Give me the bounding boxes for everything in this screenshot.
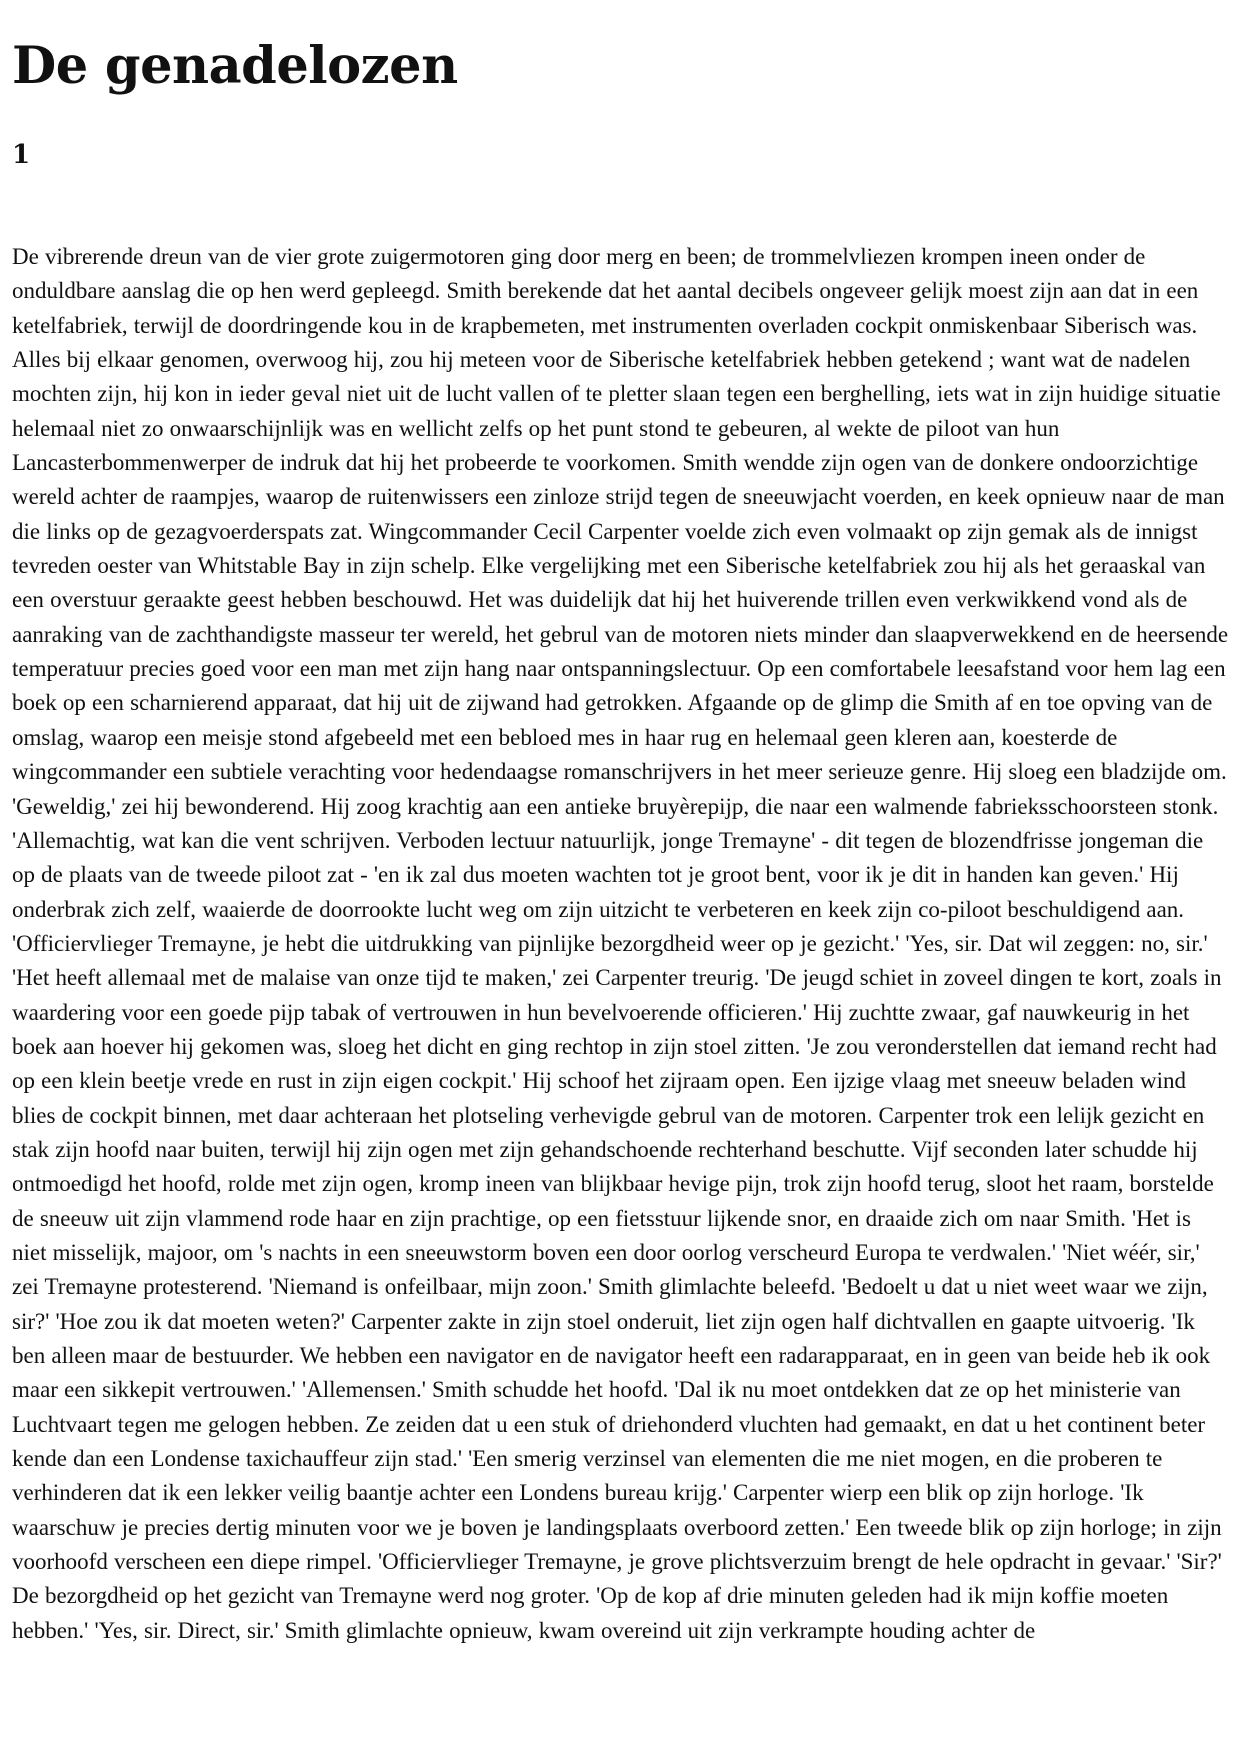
body-paragraph: De vibrerende dreun van de vier grote zuigermotoren ging door merg en been; de trommelvliezen krompen ineen onder de onduldbare aanslag die op hen werd gepleegd. Smith berekende dat het aantal decibels ongeveer gelijk moest zijn aan dat in een ketelfabriek, terwijl de doordringende kou in de krapbemeten, met instrumenten overladen cockpit onmiskenbaar Siberisch was. Alles bij elkaar genomen, overwoog hij, zou hij meteen voor de Siberische ketelfabriek hebben getekend ; want wat de nadelen mochten zijn, hij kon in ieder geval niet uit de lucht vallen of te pletter slaan tegen een berghelling, iets wat in zijn huidige situatie helemaal niet zo onwaarschijnlijk was en wellicht zelfs op het punt stond te gebeuren, al wekte de piloot van hun Lancasterbommenwerper de indruk dat hij het probeerde te voorkomen. Smith wendde zijn ogen van de donkere ondoorzichtige wereld achter de raampjes, waarop de ruitenwissers een zinloze strijd tegen de sneeuwjacht voerden, en keek opnieuw naar de man die links op de gezagvoerderspats zat. Wingcommander Cecil Carpenter voelde zich even volmaakt op zijn gemak als de innigst tevreden oester van Whitstable Bay in zijn schelp. Elke vergelijking met een Siberische ketelfabriek zou hij als het geraaskal van een overstuur geraakte geest hebben beschouwd. Het was duidelijk dat hij het huiverende trillen even verkwikkend vond als de aanraking van de zachthandigste masseur ter wereld, het gebrul van de motoren niets minder dan slaapverwekkend en de heersende temperatuur precies goed voor een man met zijn hang naar ontspanningslectuur. Op een comfortabele leesafstand voor hem lag een boek op een scharnierend apparaat, dat hij uit de zijwand had getrokken. Afgaande op de glimp die Smith af en toe opving van de omslag, waarop een meisje stond afgebeeld met een bebloed mes in haar rug en helemaal geen kleren aan, koesterde de wingcommander een subtiele verachting voor hedendaagse romanschrijvers in het meer serieuze genre. Hij sloeg een bladzijde om. 'Geweldig,' zei hij bewonderend. Hij zoog krachtig aan een antieke bruyèrepijp, die naar een walmende fabrieksschoorsteen stonk. 'Allemachtig, wat kan die vent schrijven. Verboden lectuur natuurlijk, jonge Tremayne' - dit tegen de blozendfrisse jongeman die op de plaats van de tweede piloot zat - 'en ik zal dus moeten wachten tot je groot bent, voor ik je dit in handen kan geven.' Hij onderbrak zich zelf, waaierde de doorrookte lucht weg om zijn uitzicht te verbeteren en keek zijn co-piloot beschuldigend aan. 'Officiervlieger Tremayne, je hebt die uitdrukking van pijnlijke bezorgdheid weer op je gezicht.' 'Yes, sir. Dat wil zeggen: no, sir.' 'Het heeft allemaal met de malaise van onze tijd te maken,' zei Carpenter treurig. 'De jeugd schiet in zoveel dingen te kort, zoals in waardering voor een goede pijp tabak of vertrouwen in hun bevelvoerende officieren.' Hij zuchtte zwaar, gaf nauwkeurig in het boek aan hoever hij gekomen was, sloeg het dicht en ging rechtop in zijn stoel zitten. 'Je zou veronderstellen dat iemand recht had op een klein beetje vrede en rust in zijn eigen cockpit.' Hij schoof het zijraam open. Een ijzige vlaag met sneeuw beladen wind blies de cockpit binnen, met daar achteraan het plotseling verhevigde gebrul van de motoren. Carpenter trok een lelijk gezicht en stak zijn hoofd naar buiten, terwijl hij zijn ogen met zijn gehandschoende rechterhand beschutte. Vijf seconden later schudde hij ontmoedigd het hoofd, rolde met zijn ogen, kromp ineen van blijkbaar hevige pijn, trok zijn hoofd terug, sloot het raam, borstelde de sneeuw uit zijn vlammend rode haar en zijn prachtige, op een fietsstuur lijkende snor, en draaide zich om naar Smith. 'Het is niet misselijk, majoor, om 's nachts in een sneeuwstorm boven een door oorlog verscheurd Europa te verdwalen.' 'Niet wéér, sir,' zei Tremayne protesterend. 'Niemand is onfeilbaar, mijn zoon.' Smith glimlachte beleefd. 'Bedoelt u dat u niet weet waar we zijn, sir?' 'Hoe zou ik dat moeten weten?' Carpenter zakte in zijn stoel onderuit, liet zijn ogen half dichtvallen en gaapte uitvoerig. 'Ik ben alleen maar de bestuurder. We hebben een navigator en de navigator heeft een radarapparaat, en in geen van beide heb ik ook maar een sikkepit vertrouwen.' 'Allemensen.' Smith schudde het hoofd. 'Dal ik nu moet ontdekken dat ze op het ministerie van Luchtvaart tegen me gelogen hebben. Ze zeiden dat u een stuk of driehonderd vluchten had gemaakt, en dat u het continent beter kende dan een Londense taxichauffeur zijn stad.' 'Een smerig verzinsel van elementen die me niet mogen, en die proberen te verhinderen dat ik een lekker veilig baantje achter een Londens bureau krijg.' Carpenter wierp een blik op zijn horloge. 'Ik waarschuw je precies dertig minuten voor we je boven je landingsplaats overboord zetten.' Een tweede blik op zijn horloge; in zijn voorhoofd verscheen een diepe rimpel. 'Officiervlieger Tremayne, je grove plichtsverzuim brengt de hele opdracht in gevaar.' 'Sir?' De bezorgdheid op het gezicht van Tremayne werd nog groter. 'Op de kop af drie minuten geleden had ik mijn koffie moeten hebben.' 'Yes, sir. Direct, sir.' Smith glimlachte opnieuw, kwam overeind uit zijn verkrampte houding achter de <box>12 244 1229 1643</box>
document-title: De genadelozen <box>12 36 458 96</box>
chapter-heading: 1 <box>12 140 31 170</box>
